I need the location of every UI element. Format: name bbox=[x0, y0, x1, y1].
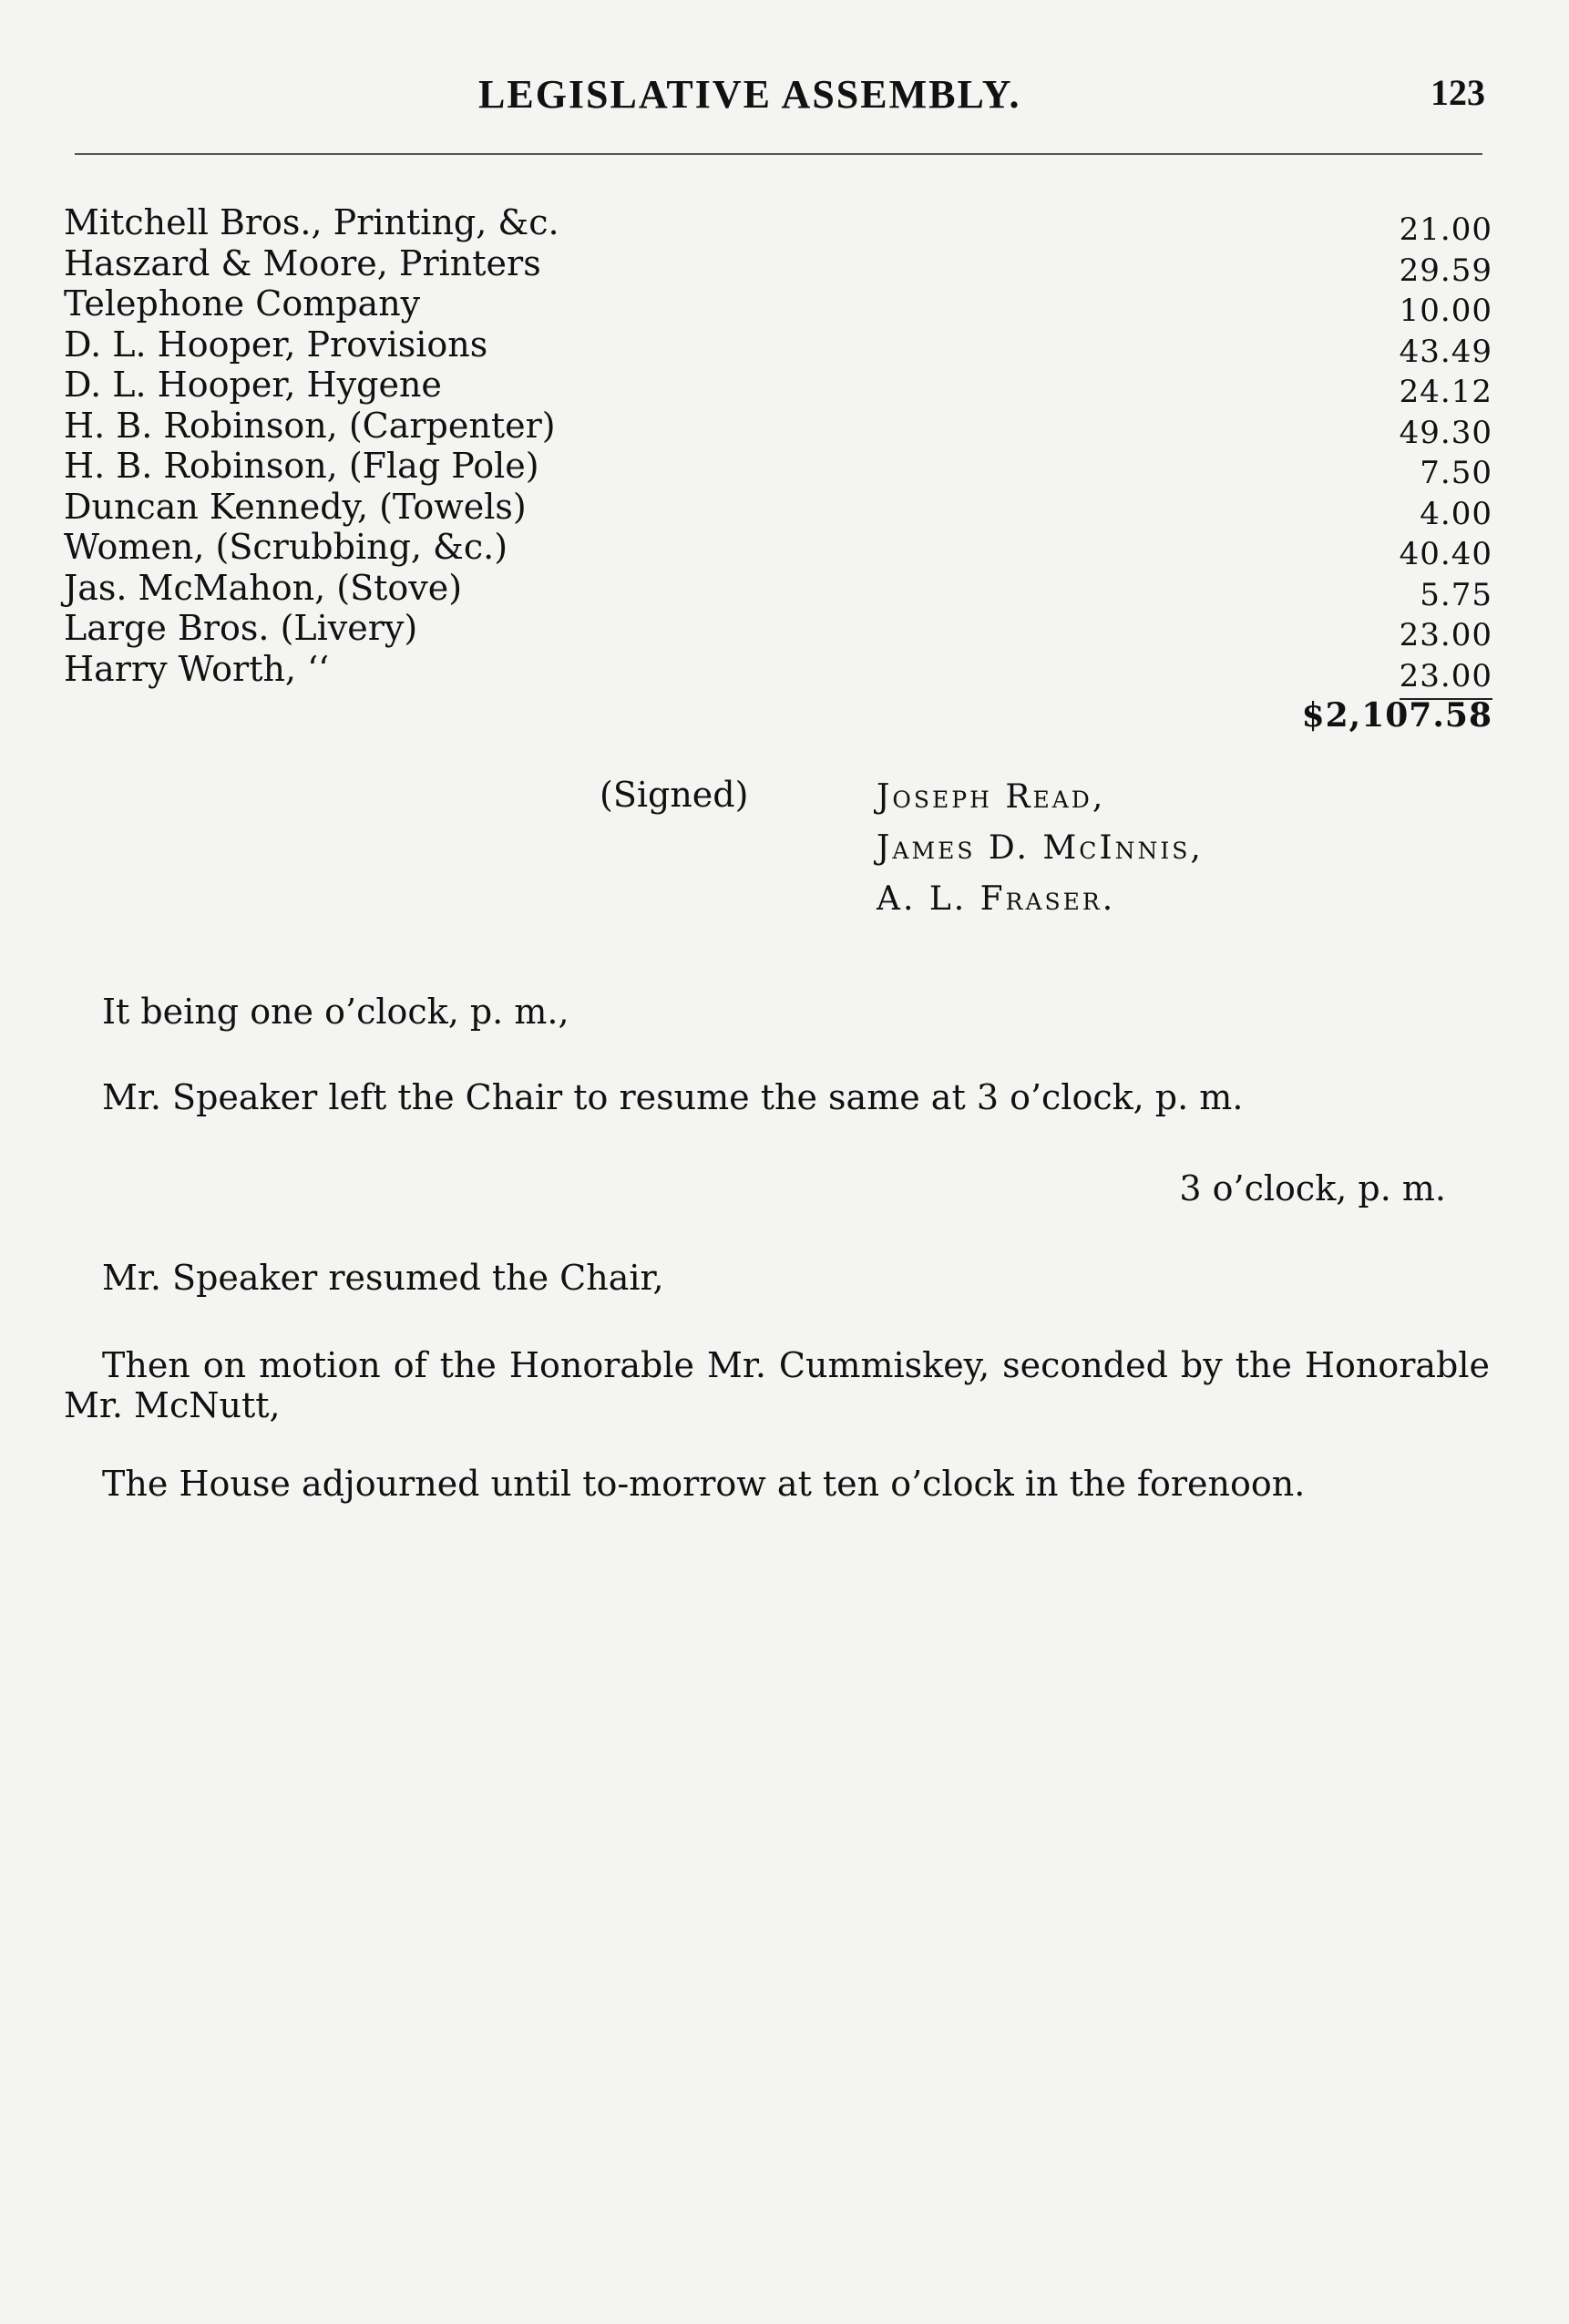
time-heading: 3 o’clock, p. m. bbox=[1179, 1168, 1446, 1208]
signatory-name: James D. McInnis, bbox=[877, 829, 1204, 867]
ledger-item-amount: 7.50 bbox=[1420, 455, 1492, 491]
ledger-item-amount: 29.59 bbox=[1399, 252, 1492, 289]
ledger-item-name: D. L. Hooper, Hygene bbox=[64, 365, 442, 405]
ledger-row bbox=[64, 608, 1492, 653]
ledger-row bbox=[64, 527, 1492, 572]
running-title: LEGISLATIVE ASSEMBLY. bbox=[478, 72, 1021, 117]
ledger-row bbox=[64, 283, 1492, 329]
ledger-item-amount: 21.00 bbox=[1399, 211, 1492, 248]
signature-block bbox=[0, 775, 1569, 939]
page-number: 123 bbox=[1431, 72, 1485, 113]
ledger-item-name: Haszard & Moore, Printers bbox=[64, 242, 541, 283]
ledger-item-name: Harry Worth, ‘‘ bbox=[64, 648, 330, 689]
ledger-item-name: Mitchell Bros., Printing, &c. bbox=[64, 202, 559, 242]
ledger-item-name: Telephone Company bbox=[64, 283, 421, 324]
ledger-total-row bbox=[64, 696, 1492, 742]
ledger-row bbox=[64, 365, 1492, 410]
ledger-row bbox=[64, 202, 1492, 248]
proceeding-paragraph: Then on motion of the Honorable Mr. Cummiskey, seconded by the Honorable Mr. McNutt, bbox=[64, 1345, 1490, 1425]
signatory-name: A. L. Fraser. bbox=[877, 880, 1116, 918]
ledger-item-name: D. L. Hooper, Provisions bbox=[64, 324, 488, 365]
proceeding-paragraph: Mr. Speaker resumed the Chair, bbox=[102, 1258, 664, 1298]
ledger-item-name: Duncan Kennedy, (Towels) bbox=[64, 486, 527, 527]
ledger-item-name: Large Bros. (Livery) bbox=[64, 608, 418, 648]
ledger-row bbox=[64, 567, 1492, 613]
ledger-item-amount: 40.40 bbox=[1399, 536, 1492, 572]
ledger-item-amount: 49.30 bbox=[1399, 414, 1492, 451]
proceeding-paragraph: The House adjourned until to-morrow at ten o’clock in the forenoon. bbox=[102, 1464, 1306, 1504]
signed-label: (Signed) bbox=[600, 775, 749, 815]
ledger-row bbox=[64, 648, 1492, 694]
ledger-total: $2,107.58 bbox=[1301, 696, 1492, 735]
ledger-item-amount: 10.00 bbox=[1399, 293, 1492, 329]
ledger-item-name: Women, (Scrubbing, &c.) bbox=[64, 527, 508, 567]
ledger-item-amount: 23.00 bbox=[1399, 617, 1492, 653]
ledger-item-amount: 5.75 bbox=[1420, 576, 1492, 613]
expense-ledger bbox=[64, 202, 1492, 742]
ledger-row bbox=[64, 486, 1492, 532]
ledger-item-amount: 43.49 bbox=[1399, 333, 1492, 370]
ledger-row bbox=[64, 242, 1492, 289]
ledger-item-amount: 24.12 bbox=[1399, 374, 1492, 410]
running-head bbox=[64, 71, 1485, 126]
proceeding-paragraph: It being one o’clock, p. m., bbox=[102, 992, 569, 1032]
ledger-item-amount: 4.00 bbox=[1420, 495, 1492, 532]
ledger-row bbox=[64, 324, 1492, 370]
ledger-row bbox=[64, 446, 1492, 491]
ledger-item-name: Jas. McMahon, (Stove) bbox=[64, 567, 463, 608]
proceeding-paragraph: Mr. Speaker left the Chair to resume the same at 3 o’clock, p. m. bbox=[102, 1077, 1244, 1117]
header-rule bbox=[75, 153, 1482, 155]
signatory-name: Joseph Read, bbox=[877, 778, 1106, 816]
ledger-item-name: H. B. Robinson, (Flag Pole) bbox=[64, 446, 539, 486]
ledger-row bbox=[64, 405, 1492, 451]
ledger-item-name: H. B. Robinson, (Carpenter) bbox=[64, 405, 556, 446]
ledger-item-amount: 23.00 bbox=[1400, 656, 1492, 700]
